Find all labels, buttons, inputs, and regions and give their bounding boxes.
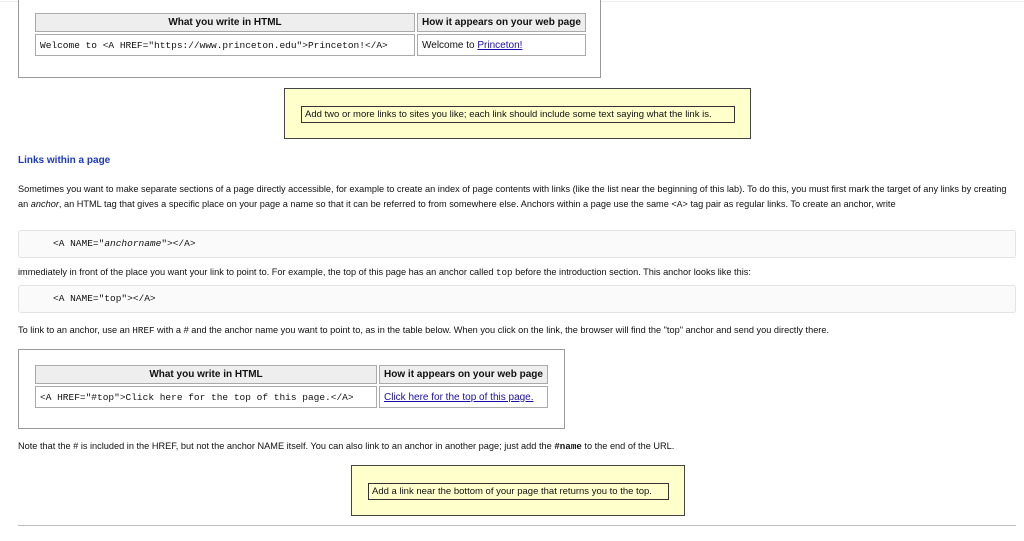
note-text-b: to the end of the URL. (581, 441, 675, 451)
p3-code: HREF (132, 325, 155, 336)
p1-emphasis: anchor (30, 199, 59, 209)
html-code-cell: Welcome to <A HREF="https://www.princeton.edu">Princeton!</A> (35, 34, 415, 56)
task-box-1 (284, 88, 751, 139)
paragraph-anchors-intro (18, 182, 1012, 212)
note-code: #name (554, 441, 582, 452)
p1-code: <A> (671, 199, 688, 210)
code-block-top: <A NAME="top"></A> (18, 285, 1016, 313)
p2-text-a: immediately in front of the place you want your link to point to. For example, the top of this page has an anchor called (18, 267, 497, 277)
p3-text-b: with a # and the anchor name you want to point to, as in the table below. When you click on the link, the browser will find the "top" anchor and send you directly there. (154, 325, 830, 335)
column-header-html: What you write in HTML (35, 365, 377, 384)
task-box-2 (351, 465, 685, 516)
bottom-divider (18, 525, 1016, 526)
code1-b: "></A> (161, 238, 196, 249)
task-text-1: Add two or more links to sites you like; each link should include some text saying what the link is. (301, 106, 735, 123)
example-table-2 (33, 363, 550, 410)
p2-code: top (496, 267, 513, 278)
note-text-a: Note that the # is included in the HREF, but not the anchor NAME itself. You can also link to an anchor in another page; just add the (18, 441, 555, 451)
table-row (35, 34, 586, 56)
task-text-2: Add a link near the bottom of your page that returns you to the top. (368, 483, 669, 500)
paragraph-link-to-anchor (18, 323, 1012, 338)
princeton-link[interactable]: Princeton! (477, 39, 523, 51)
p1-text-a: Sometimes you want to make separate sections of a page directly accessible, for example to create an index of page contents with links (like the list near the beginning of this lab). To do this, you must first mark the target of any links by creating an (18, 184, 1007, 209)
code-block-anchorname (18, 230, 1016, 258)
table-row (35, 386, 548, 408)
p1-text-c: tag pair as regular links. To create an anchor, write (687, 199, 896, 209)
code1-emphasis: anchorname (104, 238, 162, 249)
rendered-result-cell (417, 34, 586, 56)
html-code-cell: <A HREF="#top">Click here for the top of this page.</A> (35, 386, 377, 408)
rendered-result-cell (379, 386, 548, 408)
table-header-row (35, 13, 586, 32)
example-table-1 (33, 11, 588, 58)
column-header-html: What you write in HTML (35, 13, 415, 32)
result-text: Welcome to (422, 39, 478, 51)
paragraph-top-anchor (18, 265, 1012, 280)
top-of-page-link[interactable]: Click here for the top of this page. (384, 391, 534, 403)
p1-text-b: , an HTML tag that gives a specific place on your page a name so that it can be referred to from somewhere else. Anchors within a page use the same (58, 199, 672, 209)
column-header-web: How it appears on your web page (379, 365, 548, 384)
p2-text-b: before the introduction section. This anchor looks like this: (512, 267, 751, 277)
p3-text-a: To link to an anchor, use an (18, 325, 133, 335)
code1-a: <A NAME=" (53, 238, 105, 249)
section-heading: Links within a page (18, 155, 111, 166)
paragraph-note (18, 439, 1012, 454)
table-header-row (35, 365, 548, 384)
column-header-web: How it appears on your web page (417, 13, 586, 32)
